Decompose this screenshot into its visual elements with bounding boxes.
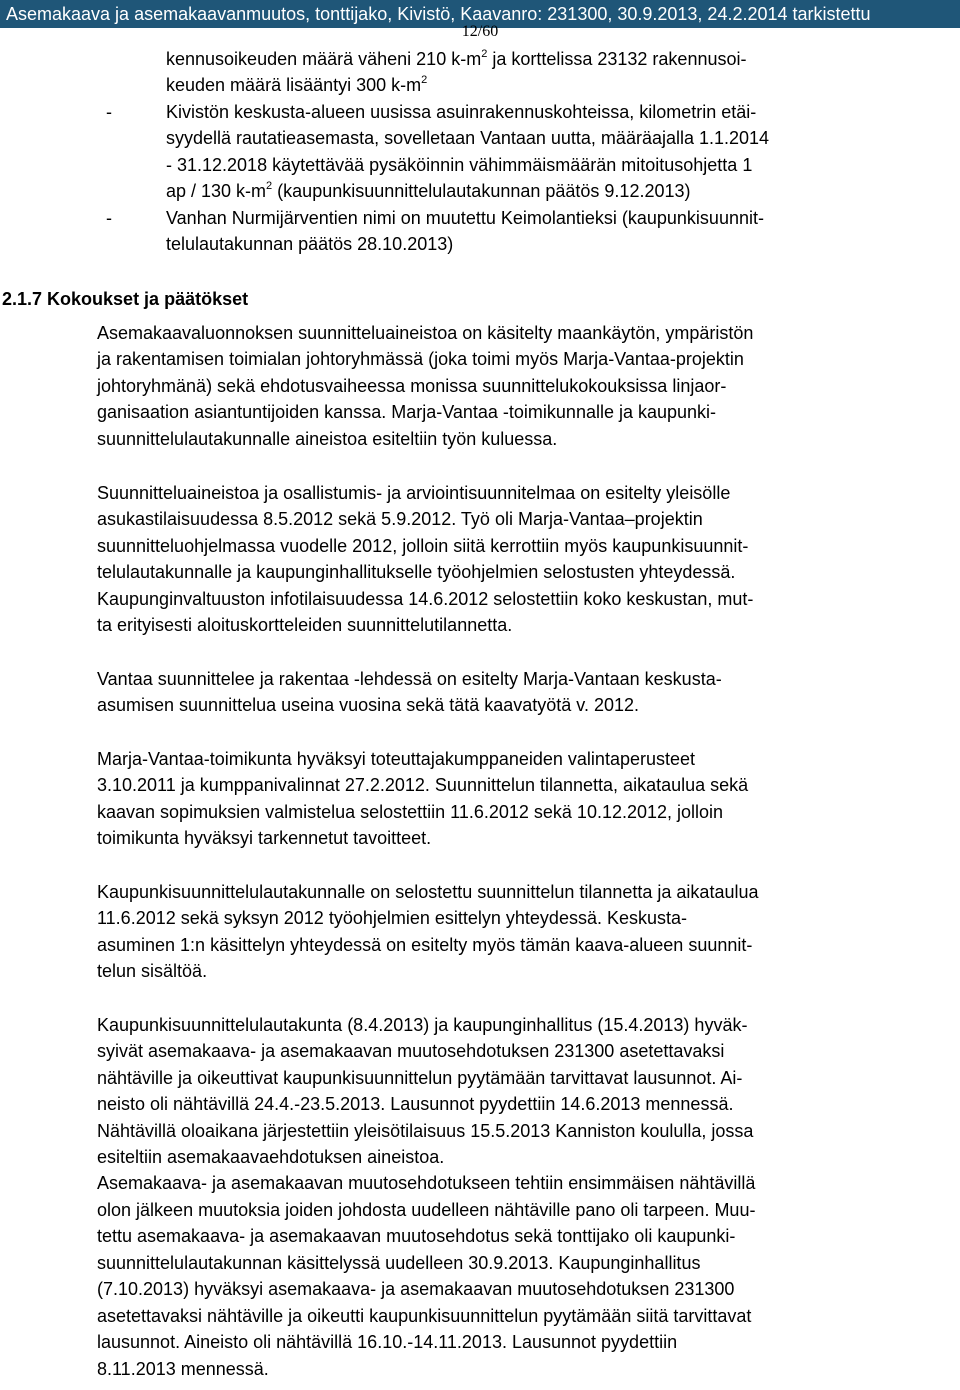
paragraph-5-line: telun sisältöä. xyxy=(97,961,208,981)
list-item-3-line-1: Vanhan Nurmijärventien nimi on muutettu Keimolantieksi (kaupunkisuunnit- xyxy=(166,208,764,228)
paragraph-2-line: Suunnitteluaineistoa ja osallistumis- ja arviointisuunnitelmaa on esitelty yleisölle xyxy=(97,483,731,503)
list-item-1-line-1: kennusoikeuden määrä väheni 210 $k-m^2$ ja korttelissa 23132 rakennusoi- xyxy=(166,48,747,69)
document-header-title: Asemakaava ja asemakaavanmuutos, tonttijako, Kivistö, Kaavanro: 231300, 30.9.2013, 24.2.2014 tarkistettu xyxy=(6,4,871,24)
section-heading: 2.1.7 Kokoukset ja päätökset xyxy=(2,289,249,309)
paragraph-6-line: olon jälkeen muutoksia joiden johdosta uudelleen nähtäville pano oli tarpeen. Muu- xyxy=(97,1200,756,1220)
paragraph-2-line: Kaupunginvaltuuston infotilaisuudessa 14.6.2012 selostettiin koko keskustan, mut- xyxy=(97,589,754,609)
paragraph-4-line: Marja-Vantaa-toimikunta hyväksyi toteuttajakumppaneiden valintaperusteet xyxy=(97,749,695,769)
paragraph-4-line: toimikunta hyväksyi tarkennetut tavoitteet. xyxy=(97,828,432,848)
paragraph-1-line: Asemakaavaluonnoksen suunnitteluaineistoa on käsitelty maankäytön, ympäristön xyxy=(97,323,754,343)
paragraph-1-line: ganisaation asiantuntijoiden kanssa. Marja-Vantaa -toimikunnalle ja kaupunki- xyxy=(97,402,717,422)
paragraph-2-line: ta erityisesti aloituskortteleiden suunnittelutilannetta. xyxy=(97,615,513,635)
list-item-2-line-4: ap / 130 $k-m^2$ (kaupunkisuunnittelulautakunnan päätös 9.12.2013) xyxy=(166,180,691,201)
list-bullet-dash: - xyxy=(106,102,112,122)
paragraph-3-line: asumisen suunnittelua useina vuosina sekä tätä kaavatyötä v. 2012. xyxy=(97,695,640,715)
list-item-3-line-2: telulautakunnan päätös 28.10.2013) xyxy=(166,234,454,254)
paragraph-5-line: Kaupunkisuunnittelulautakunnalle on selostettu suunnittelun tilannetta ja aikataulua xyxy=(97,882,759,902)
paragraph-1-line: ja rakentamisen toimialan johtoryhmässä (joka toimi myös Marja-Vantaa-projektin xyxy=(97,349,744,369)
paragraph-6-line: (7.10.2013) hyväksyi asemakaava- ja asemakaavan muutosehdotuksen 231300 xyxy=(97,1279,735,1299)
paragraph-6-line: suunnittelulautakunnan käsittelyssä uudelleen 30.9.2013. Kaupunginhallitus xyxy=(97,1253,701,1273)
list-item-2-line-1: Kivistön keskusta-alueen uusissa asuinrakennuskohteissa, kilometrin etäi- xyxy=(166,102,757,122)
list-bullet-dash: - xyxy=(106,208,112,228)
paragraph-6-line: Asemakaava- ja asemakaavan muutosehdotukseen tehtiin ensimmäisen nähtävillä xyxy=(97,1173,756,1193)
paragraph-5-line: asuminen 1:n käsittelyn yhteydessä on esitelty myös tämän kaava-alueen suunnit- xyxy=(97,935,753,955)
paragraph-6-line: syivät asemakaava- ja asemakaavan muutosehdotuksen 231300 asetettavaksi xyxy=(97,1041,725,1061)
paragraph-1-line: suunnittelulautakunnalle aineistoa esiteltiin työn kuluessa. xyxy=(97,429,558,449)
paragraph-6-line: Kaupunkisuunnittelulautakunta (8.4.2013) ja kaupunginhallitus (15.4.2013) hyväk- xyxy=(97,1015,748,1035)
paragraph-2-line: asukastilaisuudessa 8.5.2012 sekä 5.9.2012. Työ oli Marja-Vantaa–projektin xyxy=(97,509,703,529)
paragraph-2-line: telulautakunnalle ja kaupunginhallitukselle työohjelmien selostusten yhteydessä. xyxy=(97,562,736,582)
paragraph-6-line: lausunnot. Aineisto oli nähtävillä 16.10.-14.11.2013. Lausunnot pyydettiin xyxy=(97,1332,678,1352)
paragraph-1-line: johtoryhmänä) sekä ehdotusvaiheessa monissa suunnittelukokouksissa linjaor- xyxy=(97,376,727,396)
page-number: 12/60 xyxy=(461,23,499,40)
paragraph-6-line: esiteltiin asemakaavaehdotuksen aineistoa. xyxy=(97,1147,445,1167)
list-item-1-line-2: keuden määrä lisääntyi 300 $k-m^2$ xyxy=(166,74,428,95)
paragraph-3-line: Vantaa suunnittelee ja rakentaa -lehdessä on esitelty Marja-Vantaan keskusta- xyxy=(97,669,722,689)
paragraph-4-line: kaavan sopimuksien valmistelua selostettiin 11.6.2012 sekä 10.12.2012, jolloin xyxy=(97,802,724,822)
paragraph-2-line: suunnitteluohjelmassa vuodelle 2012, jolloin siitä kerrottiin myös kaupunkisuunnit- xyxy=(97,536,749,556)
paragraph-5-line: 11.6.2012 sekä syksyn 2012 työohjelmien esittelyn yhteydessä. Keskusta- xyxy=(97,908,688,928)
paragraph-4-line: 3.10.2011 ja kumppanivalinnat 27.2.2012. Suunnittelun tilannetta, aikataulua sekä xyxy=(97,775,749,795)
paragraph-6-line: 8.11.2013 mennessä. xyxy=(97,1359,269,1379)
paragraph-6-line: asetettavaksi nähtäville ja oikeutti kaupunkisuunnittelun pyytämään siitä tarvittavat xyxy=(97,1306,752,1326)
paragraph-6-line: tettu asemakaava- ja asemakaavan muutosehdotus sekä tonttijako oli kaupunki- xyxy=(97,1226,736,1246)
paragraph-6-line: nähtäville ja oikeuttivat kaupunkisuunnittelun pyytämään tarvittavat lausunnot. Ai- xyxy=(97,1068,743,1088)
paragraph-6-line: Nähtävillä oloaikana järjestettiin yleisötilaisuus 15.5.2013 Kanniston koululla, jossa xyxy=(97,1121,754,1141)
list-item-2-line-2: syydellä rautatieasemasta, sovelletaan Vantaan uutta, määräajalla 1.1.2014 xyxy=(166,128,770,148)
paragraph-6-line: neisto oli nähtävillä 24.4.-23.5.2013. Lausunnot pyydettiin 14.6.2013 mennessä. xyxy=(97,1094,734,1114)
list-item-2-line-3: - 31.12.2018 käytettävää pysäköinnin vähimmäismäärän mitoitusohjetta 1 xyxy=(166,155,753,175)
